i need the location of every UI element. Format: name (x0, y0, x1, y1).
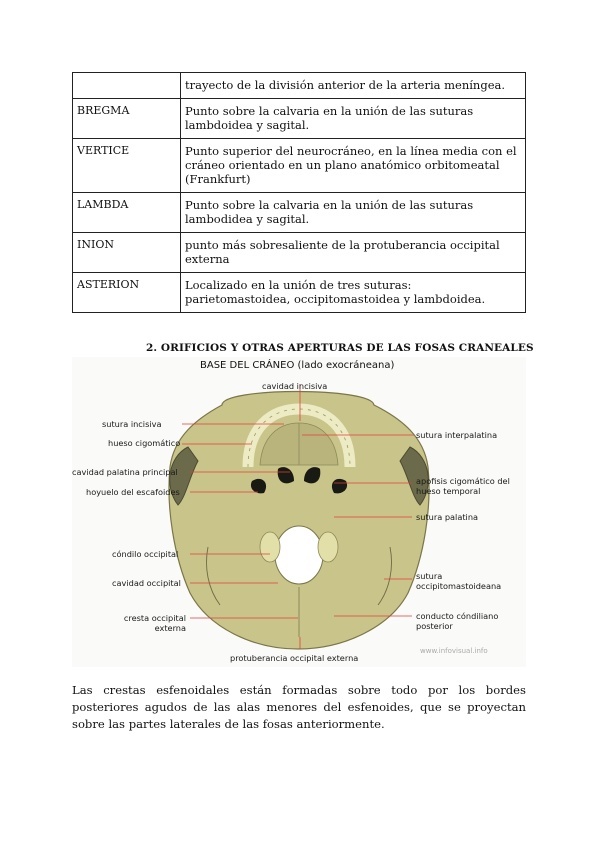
table-row (73, 73, 526, 99)
right-occipital-condyle (318, 532, 338, 562)
label-hoyuelo-escafoides: hoyuelo del escafoides (86, 487, 180, 497)
definition-cell: Punto superior del neurocráneo, en la línea media con el cráneo orientado en un plano anatómico orbitomeatal (Frankfurt) (181, 139, 526, 193)
table-row (73, 233, 526, 273)
label-sutura-interpalatina: sutura interpalatina (416, 430, 498, 440)
watermark: www.infovisual.info (420, 647, 488, 655)
landmarks-table (72, 72, 526, 313)
term-cell: VERTICE (73, 139, 181, 193)
left-occipital-condyle (260, 532, 280, 562)
label-cavidad-palatina: cavidad palatina principal (72, 467, 178, 477)
definition-cell: Localizado en la unión de tres suturas: parietomastoidea, occipitomastoidea y lambdoidea. (181, 273, 526, 313)
term-cell: LAMBDA (73, 193, 181, 233)
table-row (73, 99, 526, 139)
label-sutura-palatina: sutura palatina (416, 512, 479, 522)
term-cell: ASTERION (73, 273, 181, 313)
label-conducto-condiliano: conducto cóndiliano posterior (416, 611, 499, 631)
definition-cell: trayecto de la división anterior de la arteria meníngea. (181, 73, 526, 99)
foramen-magnum (275, 526, 323, 584)
label-protuberancia-occipital: protuberancia occipital externa (230, 653, 359, 663)
definition-cell: punto más sobresaliente de la protuberancia occipital externa (181, 233, 526, 273)
label-sutura-incisiva: sutura incisiva (102, 419, 162, 429)
term-cell: INION (73, 233, 181, 273)
label-apofisis-cigomatico: apofisis cigomático del hueso temporal (416, 476, 510, 496)
label-cresta-occipital: cresta occipital externa (123, 613, 186, 633)
label-cavidad-incisiva: cavidad incisiva (262, 381, 328, 391)
label-condilo-occipital: cóndilo occipital (112, 549, 179, 559)
table-row (73, 139, 526, 193)
figure-title: BASE DEL CRÁNEO (lado exocráneana) (200, 360, 395, 371)
label-cavidad-occipital: cavidad occipital (112, 578, 181, 588)
skull-base-figure (72, 357, 526, 667)
term-cell: BREGMA (73, 99, 181, 139)
term-cell (73, 73, 181, 99)
section-title: 2. ORIFICIOS Y OTRAS APERTURAS DE LAS FOSAS CRANEALES (146, 342, 534, 354)
body-paragraph: Las crestas esfenoidales están formadas sobre todo por los bordes posteriores agudos de las alas menores del esfenoides, que se proyectan sobre las partes laterales de las fosas anteriormente. (72, 683, 526, 731)
table-row (73, 193, 526, 233)
label-hueso-cigomatico: hueso cigomático (108, 438, 181, 448)
definition-cell: Punto sobre la calvaria en la unión de las suturas lambodidea y sagital. (181, 193, 526, 233)
table-row (73, 273, 526, 313)
definition-cell: Punto sobre la calvaria en la unión de las suturas lambdoidea y sagital. (181, 99, 526, 139)
label-sutura-occipitomastoideana: sutura occipitomastoideana (416, 571, 502, 591)
